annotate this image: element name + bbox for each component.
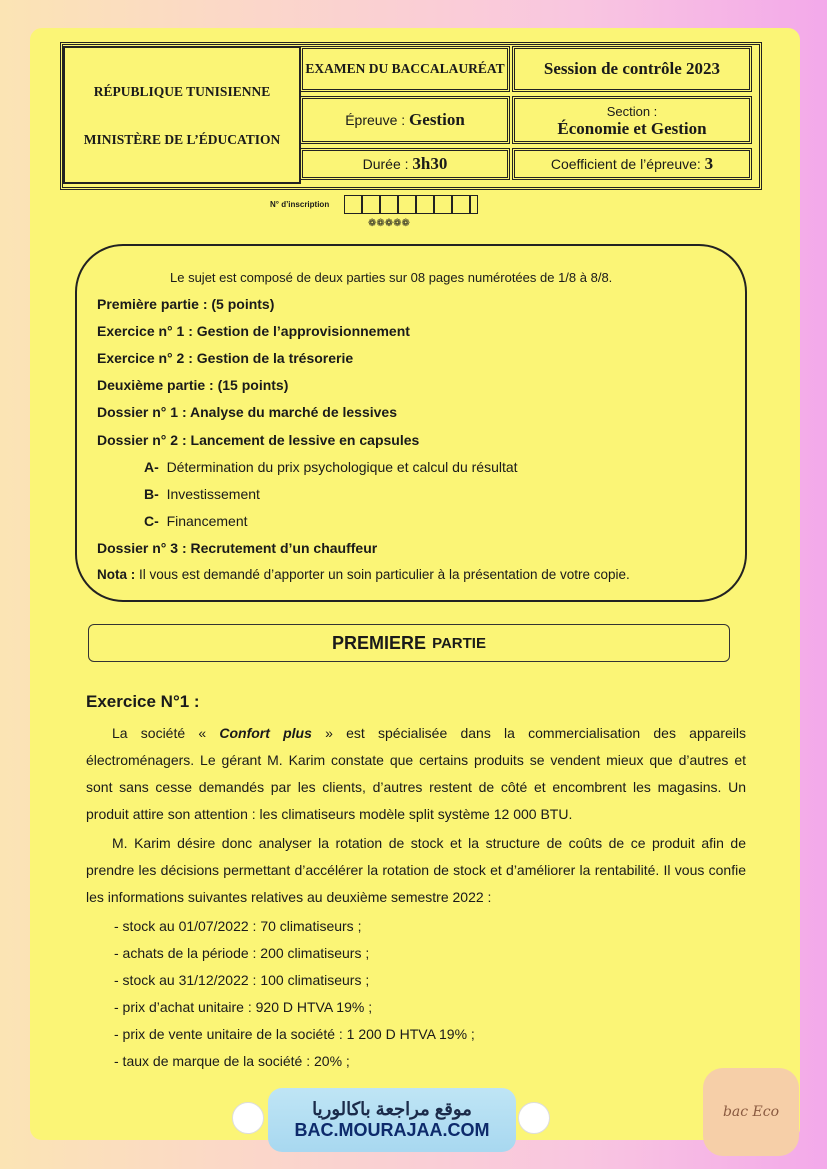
inscription-box[interactable] — [470, 195, 478, 214]
site-logo-icon — [518, 1102, 550, 1134]
subitem-text: Investissement — [166, 486, 260, 502]
summary-line: Deuxième partie : (15 points) — [97, 377, 289, 393]
summary-subitem — [144, 459, 518, 475]
p1-start: La société « — [112, 725, 207, 741]
inscription-box[interactable] — [344, 195, 362, 214]
epreuve-label: Épreuve : — [345, 112, 406, 128]
summary-subitem — [144, 486, 260, 502]
summary-subitem — [144, 513, 248, 529]
bac-eco-badge — [703, 1068, 799, 1156]
subitem-text: Financement — [166, 513, 248, 529]
section-value: Économie et Gestion — [557, 119, 707, 138]
inscription-box[interactable] — [416, 195, 434, 214]
coef-value: 3 — [704, 154, 714, 173]
inscription-label: N° d’inscription — [270, 200, 330, 209]
summary-line: Première partie : (5 points) — [97, 296, 275, 312]
part-banner — [88, 624, 730, 662]
p1-rest: » est spécialisée dans la commercialisation des appareils électroménagers. Le gérant M. Karim constate que certains produits se vendent mieux que d’autres et sont sans cesse demandés par les clients, d’autres restent de côté et encombrent les magasins. Un produit attire son attention : les climatiseurs modèle split système 12 000 BTU. — [86, 725, 746, 822]
inscription-box[interactable] — [362, 195, 380, 214]
summary-nota — [97, 567, 630, 582]
duree-label: Durée : — [362, 156, 409, 172]
ministry-title: MINISTÈRE DE L’ÉDUCATION — [83, 132, 281, 147]
section-cell — [512, 96, 752, 144]
republic-title: RÉPUBLIQUE TUNISIENNE — [93, 84, 271, 99]
data-item: - achats de la période : 200 climatiseurs ; — [114, 945, 370, 961]
session-cell — [512, 46, 752, 92]
footer-url-link[interactable]: BAC.MOURAJAA.COM — [294, 1120, 490, 1140]
subitem-text: Détermination du prix psychologique et calcul du résultat — [166, 459, 518, 475]
data-item: - prix de vente unitaire de la société : 1 200 D HTVA 19% ; — [114, 1026, 475, 1042]
summary-line: Dossier n° 2 : Lancement de lessive en capsules — [97, 432, 420, 448]
inscription-box[interactable] — [380, 195, 398, 214]
footer-banner[interactable] — [268, 1088, 516, 1152]
part-banner-small: PARTIE — [432, 634, 486, 652]
data-item: - stock au 31/12/2022 : 100 climatiseurs ; — [114, 972, 370, 988]
epreuve-value: Gestion — [409, 110, 465, 129]
epreuve-cell — [300, 96, 510, 144]
nota-label: Nota : — [97, 567, 136, 582]
header-left-cell — [63, 46, 301, 184]
exam-title: EXAMEN DU BACCALAURÉAT — [305, 61, 505, 76]
p2-text: M. Karim désire donc analyser la rotation de stock et la structure de coûts de ce produit afin de prendre les décisions permettant d’accélérer la rotation de stock et d’améliorer la rentabilité. Il vous confie les informations suivantes relatives au deuxième semestre 2022 : — [86, 835, 746, 905]
inscription-box[interactable] — [434, 195, 452, 214]
summary-line: Exercice n° 2 : Gestion de la trésorerie — [97, 350, 354, 366]
data-item: - prix d’achat unitaire : 920 D HTVA 19% ; — [114, 999, 373, 1015]
company-name: Confort plus — [219, 725, 312, 741]
footer-arabic: موقع مراجعة باكالوريا — [312, 1099, 472, 1119]
summary-dossier3: Dossier n° 3 : Recrutement d’un chauffeur — [97, 540, 378, 556]
inscription-box[interactable] — [452, 195, 470, 214]
inscription-box[interactable] — [398, 195, 416, 214]
bac-eco-text: bac Eco — [722, 1104, 780, 1120]
exercise-title: Exercice N°1 : — [86, 692, 200, 711]
data-item: - taux de marque de la société : 20% ; — [114, 1053, 350, 1069]
summary-line: Dossier n° 1 : Analyse du marché de lessives — [97, 404, 397, 420]
duree-cell — [300, 148, 510, 180]
coef-label: Coefficient de l’épreuve: — [550, 156, 701, 172]
subitem-letter: C- — [144, 513, 159, 529]
summary-line: Exercice n° 1 : Gestion de l’approvisionnement — [97, 323, 410, 339]
subitem-letter: B- — [144, 486, 159, 502]
part-banner-big: PREMIERE — [332, 632, 427, 653]
subitem-letter: A- — [144, 459, 159, 475]
site-logo-icon — [232, 1102, 264, 1134]
section-label: Section : — [606, 104, 658, 119]
nota-text: Il vous est demandé d’apporter un soin particulier à la présentation de votre copie. — [139, 567, 630, 582]
coef-cell — [512, 148, 752, 180]
duree-value: 3h30 — [412, 154, 448, 173]
security-dots: ❁❁❁❁❁ — [368, 218, 410, 229]
exam-title-cell — [300, 46, 510, 92]
exercise-paragraph-1 — [86, 720, 746, 828]
summary-intro: Le sujet est composé de deux parties sur 08 pages numérotées de 1/8 à 8/8. — [170, 270, 613, 285]
data-item: - stock au 01/07/2022 : 70 climatiseurs ; — [114, 918, 362, 934]
session-title: Session de contrôle 2023 — [543, 59, 721, 78]
exercise-paragraph-2 — [86, 830, 746, 911]
